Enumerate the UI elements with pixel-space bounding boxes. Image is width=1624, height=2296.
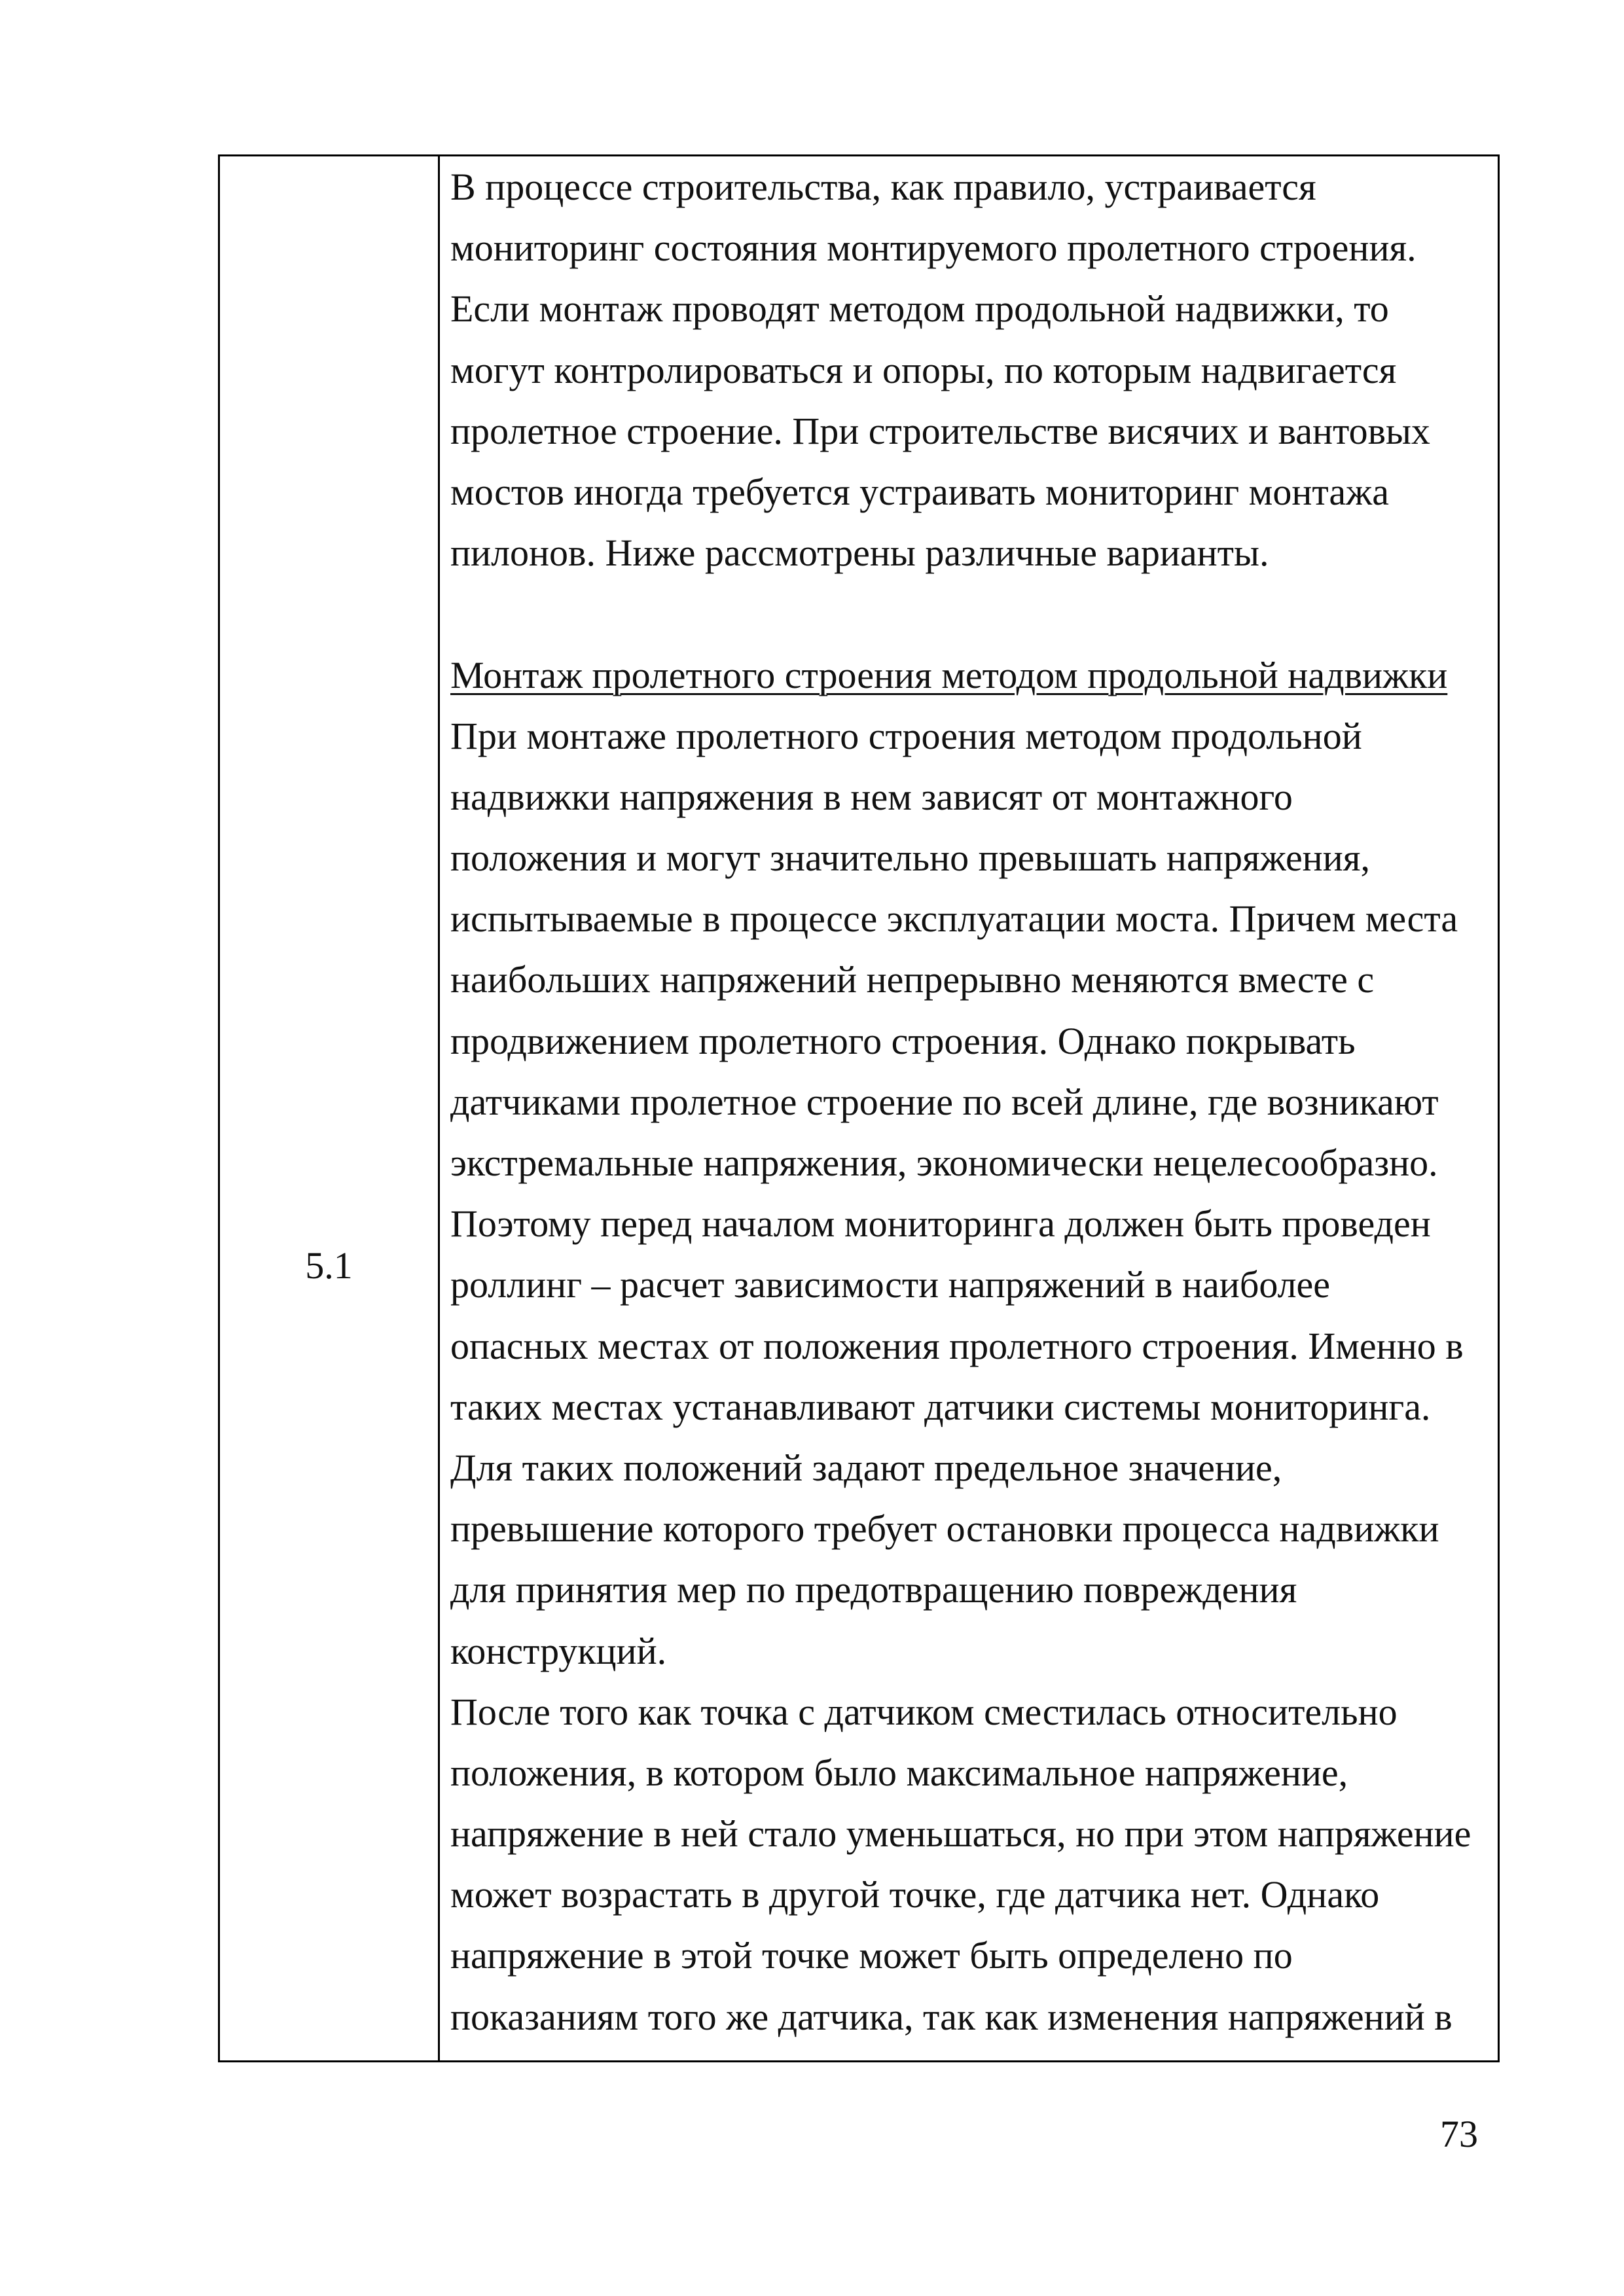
section-heading: Монтаж пролетного строения методом продольной надвижки	[450, 653, 1448, 696]
text-line: При монтаже пролетного строения методом продольной	[450, 714, 1362, 757]
text-line: конструкций.	[450, 1629, 667, 1672]
text-line: могут контролироваться и опоры, по которым надвигается	[450, 348, 1397, 391]
content-cell	[450, 156, 1494, 2047]
column-divider	[438, 156, 440, 2060]
text-line: положения, в котором было максимальное напряжение,	[450, 1751, 1348, 1794]
paragraph-intro	[450, 156, 1494, 583]
paragraph-rolling	[450, 706, 1494, 1681]
text-line: датчиками пролетное строение по всей длине, где возникают	[450, 1080, 1439, 1123]
text-line: напряжение в ней стало уменьшаться, но при этом напряжение	[450, 1812, 1471, 1856]
page-number: 73	[1440, 2113, 1478, 2155]
content-table	[218, 154, 1500, 2062]
text-line: мониторинг состояния монтируемого пролетного строения.	[450, 226, 1416, 270]
text-line: напряжение в этой точке может быть определено по	[450, 1934, 1293, 1977]
text-line: положения и могут значительно превышать напряжения,	[450, 836, 1370, 880]
section-number: 5.1	[305, 1244, 353, 1287]
text-line: После того как точка с датчиком сместилась относительно	[450, 1690, 1398, 1733]
text-line: превышение которого требует остановки процесса надвижки	[450, 1507, 1439, 1551]
text-line: для принятия мер по предотвращению повреждения	[450, 1568, 1297, 1611]
text-line: показаниям того же датчика, так как изменения напряжений в	[450, 1995, 1453, 2038]
text-line: наибольших напряжений непрерывно меняются вместе с	[450, 958, 1375, 1001]
text-line: экстремальные напряжения, экономически нецелесообразно.	[450, 1141, 1438, 1184]
text-line: продвижением пролетного строения. Однако покрывать	[450, 1019, 1356, 1062]
text-line: Поэтому перед началом мониторинга должен быть проведен	[450, 1202, 1431, 1246]
text-line: таких местах устанавливают датчики системы мониторинга.	[450, 1385, 1431, 1428]
text-line: может возрастать в другой точке, где датчика нет. Однако	[450, 1873, 1380, 1916]
text-line: надвижки напряжения в нем зависят от монтажного	[450, 775, 1293, 818]
text-line: В процессе строительства, как правило, устраивается	[450, 166, 1316, 208]
text-line: пролетное строение. При строительстве висячих и вантовых	[450, 409, 1430, 452]
paragraph-sensor	[450, 1681, 1494, 2047]
text-line: Для таких положений задают предельное значение,	[450, 1446, 1282, 1489]
text-line: Если монтаж проводят методом продольной надвижки, то	[450, 287, 1389, 331]
text-line: опасных местах от положения пролетного строения. Именно в	[450, 1324, 1464, 1367]
blank-line	[450, 583, 1494, 644]
text-line: роллинг – расчет зависимости напряжений в наиболее	[450, 1263, 1330, 1306]
text-line: пилонов. Ниже рассмотрены различные варианты.	[450, 531, 1269, 575]
text-line: испытываемые в процессе эксплуатации моста. Причем места	[450, 897, 1458, 941]
text-line: мостов иногда требуется устраивать мониторинг монтажа	[450, 470, 1389, 513]
